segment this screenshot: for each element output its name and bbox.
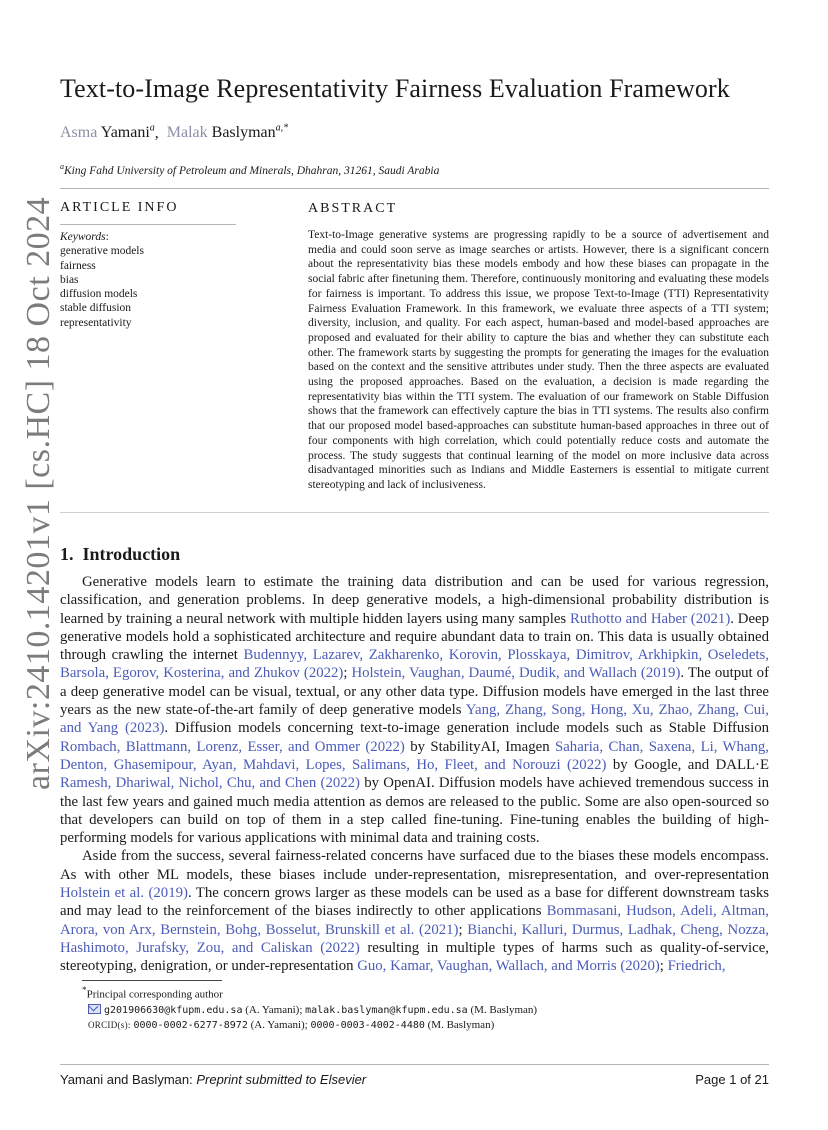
keyword-item: bias [60,273,79,286]
citation-link[interactable]: Friedrich, [667,958,726,975]
author-1: Asma Yamani$^a$ [60,123,155,142]
author-2: Malak Baslyman$^{a,*}$ [166,123,289,142]
citation-link[interactable]: Holstein, Vaughan, Daumé, Dudik, and Wallach (2019) [351,665,681,682]
footer-venue: Preprint submitted to Elsevier [196,1072,367,1087]
author-list: Asma Yamani$^a$, Malak Baslyman$^{a,*}$ [60,123,289,142]
paragraph-text: . The output of a deep generative model can be visual, textual, or any other data type. Diffusion models have emerged in the last three years as the new state-of-the-art family of deep generative models [60,665,769,719]
footnote-divider [82,980,222,981]
citation-link[interactable]: Bianchi, Kalluri, Durmus, Ladhak, Cheng, Nozza, Hashimoto, Jurafsky, Zou, and Caliskan (2022) [60,921,769,956]
citation-link[interactable]: Budennyy, Lazarev, Zakharenko, Korovin, Plosskaya, Dimitrov, Arkhipkin, Oseledets, Barsola, Egorov, Kosterina, and Zhukov (2022) [60,647,769,682]
footnotes [82,983,537,1033]
abstract-text: Text-to-Image generative systems are progressing rapidly to be a source of advertisement and media and could soon serve as image searches or artists. However, there is a significant concern about the representativity bias these models embody and how these biases can propagate in the social fabric after finetuning them. Therefore, continuously monitoring and evaluating these models for fairness is important. To address this issue, we propose Text-to-Image (TTI) Representativity Fairness Evaluation Framework. In this framework, we evaluate three aspects of a TTI system; diversity, inclusion, and quality. For each aspect, human-based and model-based approaches are proposed and evaluated for their ability to capture the bias and whether they can substitute each other. The framework starts by suggesting the prompts for generating the images for the evaluation based on the context and the sensitive attributes under study. Then the three aspects are evaluated using the proposed approaches. Based on the evaluation, a decision is made regarding the representativity bias within the TTI system. The evaluation of our framework on Stable Diffusion shows that the framework can effectively capture the bias in TTI systems. The results also confirm that our proposed model based-approaches can substitute human-based approaches in three out of four components with high correlation, which could potentially reduce costs and automate the process. The study suggests that continual learning of the model on more inclusive data across disadvantaged minorities such as Indians and Middle Easterners is essential to mitigate current stereotyping and lack of inclusiveness. [308,229,769,491]
citation-link[interactable]: Yang, Zhang, Song, Hong, Xu, Zhao, Zhang, Cui, and Yang (2023) [60,702,769,737]
email-link[interactable]: g201906630@kfupm.edu.sa [104,1004,243,1016]
citation-link[interactable]: Bommasani, Hudson, Adeli, Altman, Arora, von Arx, Bernstein, Bohg, Bosselut, Brunskill et al. (2021) [60,903,769,938]
citation-link[interactable]: Ruthotto and Haber (2021) [570,610,731,627]
paragraph-text: Aside from the success, several fairness-related concerns have surfaced due to the biases these models encompass. As with other ML models, these biases include under-representation, misrepresentation, and over-representation [60,848,769,883]
citation-link[interactable]: Guo, Kamar, Vaughan, Wallach, and Morris (2020) [357,958,660,975]
paragraph-text: . Diffusion models concerning text-to-image generation include models such as Stable Diffusion [164,720,769,737]
footnote-emails: g201906630@kfupm.edu.sa (A. Yamani); malak.baslyman@kfupm.edu.sa (M. Baslyman) [82,1003,537,1018]
keyword-item: representativity [60,316,132,329]
footnote-corresponding: *Principal corresponding author [82,985,223,1001]
keyword-item: fairness [60,259,96,272]
page-number: Page 1 of 21 [695,1072,769,1087]
paragraph-text: ; [343,665,352,682]
abstract-divider [60,512,769,513]
citation-link[interactable]: Holstein et al. (2019) [60,885,188,902]
article-info-divider [60,224,236,225]
section-heading: 1. Introduction [60,544,181,564]
article-info-heading: ARTICLE INFO [60,200,179,215]
paragraph-text: . Deep generative models hold a sophisticated architecture and require abundant data to train on. This data is usually obtained through crawling the internet [60,610,769,664]
arxiv-stamp: arXiv:2410.14201v1 [cs.HC] 18 Oct 2024 [20,196,57,790]
body-text [60,573,769,976]
header-divider [60,188,769,189]
paragraph [60,847,769,975]
paragraph-text: by Google, and DALL·E [606,756,769,773]
paragraph-text: by StabilityAI, Imagen [404,738,555,755]
keywords-block: Keywords: generative models fairness bias diffusion models stable diffusion representativity [60,231,144,329]
keyword-item: diffusion models [60,288,138,301]
paragraph-text: ; [458,921,468,938]
citation-link[interactable]: Rombach, Blattmann, Lorenz, Esser, and Ommer (2022) [60,738,405,755]
affiliation: $^a$King Fahd University of Petroleum and Minerals, Dhahran, 31261, Saudi Arabia [60,162,440,177]
paragraph-text: . The concern grows larger as these models can be used as a base for different downstream tasks and may lead to the reinforcement of the biases indirectly to other applications [60,885,769,920]
footnote-orcid: ORCID(s): 0000-0002-6277-8972 (A. Yamani); 0000-0003-4002-4480 (M. Baslyman) [88,1018,495,1031]
paragraph [60,573,769,847]
email-link[interactable]: malak.baslyman@kfupm.edu.sa [305,1004,468,1016]
keyword-item: stable diffusion [60,302,132,315]
mail-icon [88,1004,101,1014]
page-footer [60,1072,769,1087]
abstract-heading: ABSTRACT [308,201,398,216]
paragraph-text: resulting in multiple types of harms such as quality-of-service, stereotyping, denigration, or under-representation [60,939,769,975]
citation-link[interactable]: Saharia, Chan, Saxena, Li, Whang, Denton, Ghasemipour, Ayan, Mahdavi, Lopes, Salimans, Ho, Fleet, and Norouzi (2022) [60,738,769,773]
keywords-label: Keywords [60,231,106,243]
footer-divider [60,1064,769,1065]
keyword-item: generative models [60,245,144,258]
citation-link[interactable]: Ramesh, Dhariwal, Nichol, Chu, and Chen (2022) [60,775,360,792]
paper-title: Text-to-Image Representativity Fairness Evaluation Framework [60,74,730,103]
paragraph-text: Generative models learn to estimate the training data distribution and can be used for various regression, classification, and generation problems. In deep generative models, a high-dimensional probability distribution is learned by training a neural network with multiple hidden layers using many samples [60,574,769,627]
paragraph-text: by OpenAI. Diffusion models have achieved tremendous success in the last few years and gained much media attention as demos are released to the public. Some are also open-sourced so that developers can build on top of them in a step called fine-tuning. Fine-tuning enables the building of high-performing models for various applications with minimal data and training costs. [60,775,769,847]
paragraph-text: ; [659,958,668,975]
footer-authors: Yamani and Baslyman: [60,1072,193,1087]
